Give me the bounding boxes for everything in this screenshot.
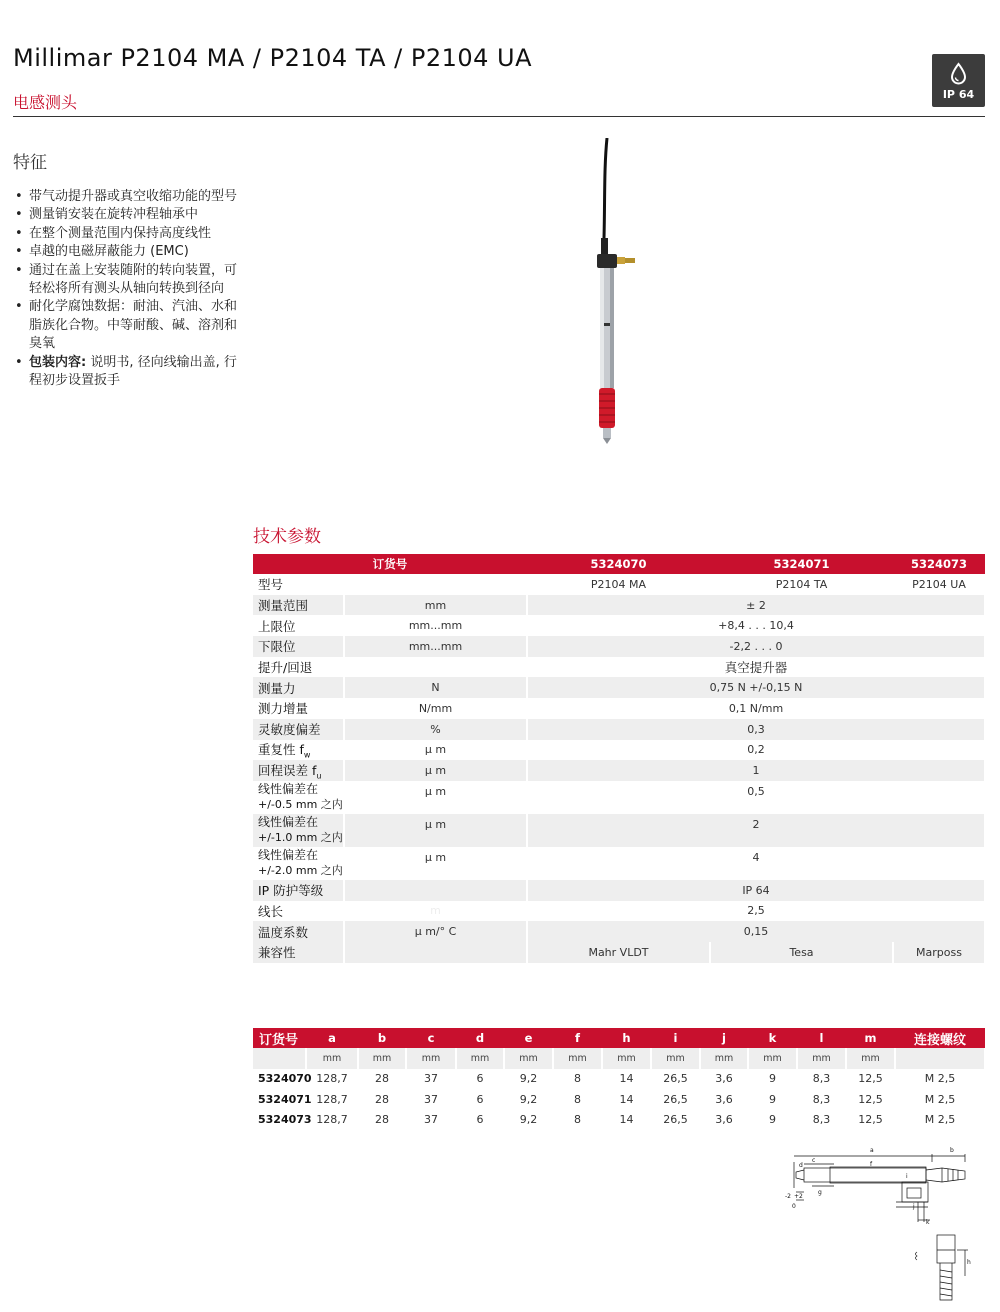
cell: 9 [769,1092,776,1106]
feature-item-package [13,354,248,391]
unit-cell: µ m [344,781,527,814]
unit-cell: N [344,677,527,698]
page-subtitle: 电感测头 [13,93,78,112]
table-row [253,657,985,678]
cell: 3,6 [715,1092,733,1106]
unit-cell: µ m [344,847,527,880]
dims-header: c [406,1028,456,1048]
value-cell: 0,15 [527,921,985,942]
table-row [253,1110,985,1131]
row-label [253,847,344,880]
unit-cell: m [344,901,527,922]
cell: P2104 MA [527,574,710,595]
unit-cell: µ m/° C [344,921,527,942]
order-code: 5324070 [258,1072,312,1086]
dims-header: k [748,1028,797,1048]
table-row [253,574,985,595]
row-label-line: 线性偏差在 [258,815,319,830]
row-label: 测量力 [253,677,344,698]
cell: Tesa [710,942,893,963]
row-label-line: 线性偏差在 [258,848,319,863]
row-label: 温度系数 [253,921,344,942]
unit-cell: µ m [344,814,527,847]
cell: 9,2 [519,1113,538,1127]
dims-header: d [456,1028,504,1048]
dims-header: m [846,1028,895,1048]
row-label-subscript: w [303,750,311,760]
cell: 37 [424,1113,438,1127]
unit-cell: % [344,719,527,740]
table-row [253,814,985,847]
drawing-label: -2 [785,1193,791,1200]
value-cell: 真空提升器 [527,657,985,678]
unit-cell: mm [456,1048,504,1069]
table-row [253,698,985,719]
row-label-text: 重复性 f [258,742,304,758]
dimensions-table [253,1028,986,1130]
value-cell: -2,2 . . . 0 [527,636,985,657]
row-label: 下限位 [253,636,344,657]
cell: 6 [476,1113,484,1127]
dims-header-row [253,1028,985,1048]
cell: 9 [769,1072,776,1086]
unit-cell: mm [504,1048,553,1069]
dims-header: e [504,1028,553,1048]
table-row [253,781,985,814]
unit-cell: mm...mm [344,615,527,636]
drawing-label: +2 [794,1193,803,1200]
value-cell: 0,5 [527,781,985,814]
unit-cell: N/mm [344,698,527,719]
unit-cell: mm [344,595,527,616]
row-label: 兼容性 [253,942,344,963]
feature-item: • 卓越的电磁屏蔽能力 (EMC) [13,243,248,261]
drawing-label: g [818,1189,822,1196]
unit-cell: mm...mm [344,636,527,657]
row-label: 线长 [253,901,344,922]
unit-cell: mm [846,1048,895,1069]
water-drop-icon [949,62,968,86]
row-label: IP 防护等级 [253,880,344,901]
cell: 128,7 [316,1072,348,1086]
feature-item: • 通过在盖上安装随附的转向装置，可轻松将所有测头从轴向转换到径向 [13,262,248,299]
cell: P2104 UA [893,574,985,595]
column-header: 5324070 [527,554,710,574]
dims-header: f [553,1028,602,1048]
cell: 14 [619,1072,634,1086]
drawing-label: h [967,1259,971,1266]
drawing-label: 0 [792,1203,796,1210]
value-cell: 4 [527,847,985,880]
value-cell: +8,4 . . . 10,4 [527,615,985,636]
dims-header: i [651,1028,700,1048]
row-label: 测力增量 [253,698,344,719]
cell: 12,5 [858,1113,883,1127]
feature-item: • 耐化学腐蚀数据：耐油、汽油、水和脂族化合物。中等耐酸、碱、溶剂和臭氧 [13,298,248,353]
row-label [253,740,344,761]
table-row [253,942,985,963]
ip-rating-badge [932,54,985,107]
cell: 26,5 [663,1092,688,1106]
cell: M 2,5 [924,1092,956,1106]
cell: 14 [619,1113,634,1127]
probe-product-image [580,138,640,448]
package-label: 包装内容: [29,354,87,370]
dims-header: b [358,1028,406,1048]
feature-item: • 带气动提升器或真空收缩功能的型号 [13,188,248,206]
value-cell: 2,5 [527,901,985,922]
package-text: 说明书, 径向线输出盖, 行程初步设置扳手 [29,354,237,389]
cell: 28 [375,1113,389,1127]
table-row [253,880,985,901]
header-divider [13,116,985,117]
dimension-drawing [782,1140,987,1310]
table-row [253,760,985,781]
unit-cell: mm [406,1048,456,1069]
table-row [253,847,985,880]
order-code: 5324073 [258,1113,312,1127]
row-label [253,814,344,847]
page-title: Millimar P2104 MA / P2104 TA / P2104 UA [13,44,533,72]
row-label [253,760,344,781]
table-row [253,921,985,942]
unit-cell: mm [602,1048,651,1069]
unit-cell: mm [651,1048,700,1069]
dims-header: l [797,1028,846,1048]
row-label: 灵敏度偏差 [253,719,344,740]
table-row [253,615,985,636]
unit-cell: µ m [344,760,527,781]
tech-params-heading: 技术参数 [253,527,321,547]
row-label-line: 线性偏差在 [258,782,319,797]
table-row [253,740,985,761]
row-label [253,781,344,814]
row-label-line: +/-1.0 mm 之内 [258,831,343,845]
cell: 8,3 [812,1092,831,1106]
tech-params-table [253,554,986,963]
dims-header: j [700,1028,748,1048]
cell: 8 [574,1092,581,1106]
value-cell: 0,3 [527,719,985,740]
order-code: 5324071 [258,1092,312,1106]
dims-header: 连接螺纹 [895,1028,985,1048]
cell: 9 [769,1113,776,1127]
cell: 8,3 [812,1072,831,1086]
row-label: 测量范围 [253,595,344,616]
drawing-label: b [950,1147,954,1154]
cell: 6 [476,1092,484,1106]
dims-header: h [602,1028,651,1048]
table-row [253,719,985,740]
ip-badge-label: IP 64 [942,88,975,101]
cell: Marposs [893,942,985,963]
cell: M 2,5 [924,1072,956,1086]
table-row [253,1089,985,1110]
unit-cell: mm [797,1048,846,1069]
cell: 26,5 [663,1072,688,1086]
row-label-text: 回程误差 f [258,762,317,778]
column-header: 5324071 [710,554,893,574]
cell: 12,5 [858,1092,883,1106]
cell: 14 [619,1092,634,1106]
table-row [253,636,985,657]
drawing-label: i [906,1173,908,1180]
table-row [253,595,985,616]
cell: 6 [476,1072,484,1086]
value-cell: 0,2 [527,740,985,761]
cell: 3,6 [715,1072,733,1086]
table-header-row [253,554,985,574]
unit-cell [344,657,527,678]
feature-item: • 在整个测量范围内保持高度线性 [13,225,248,243]
row-label: 提升/回退 [253,657,344,678]
unit-cell: µ m [344,740,527,761]
row-label-line: +/-0.5 mm 之内 [258,798,343,812]
table-row [253,677,985,698]
cell: P2104 TA [710,574,893,595]
drawing-label: a [870,1147,874,1154]
row-label: 上限位 [253,615,344,636]
feature-item: • 测量销安装在旋转冲程轴承中 [13,206,248,224]
column-header: 5324073 [893,554,985,574]
order-no-header: 订货号 [253,554,527,574]
unit-cell: mm [700,1048,748,1069]
dims-units-row [253,1048,985,1069]
drawing-label: c [812,1157,816,1164]
cell: 26,5 [663,1113,688,1127]
cell: 12,5 [858,1072,883,1086]
cell: 28 [375,1072,389,1086]
unit-cell: mm [358,1048,406,1069]
value-cell: 1 [527,760,985,781]
features-heading: 特征 [13,153,47,173]
dims-header: 订货号 [253,1028,306,1048]
drawing-label: f [870,1161,873,1168]
row-label: 型号 [253,574,344,595]
cell: 37 [424,1092,438,1106]
table-row [253,1069,985,1090]
drawing-label: d [799,1162,803,1169]
cell: Mahr VLDT [527,942,710,963]
unit-cell: mm [748,1048,797,1069]
unit-cell: mm [553,1048,602,1069]
features-list [13,188,248,390]
value-cell: 0,1 N/mm [527,698,985,719]
cell: 128,7 [316,1092,348,1106]
cell: 8 [574,1113,581,1127]
row-label-line: +/-2.0 mm 之内 [258,864,343,878]
cell: 9,2 [519,1072,538,1086]
cell: M 2,5 [924,1113,956,1127]
value-cell: 2 [527,814,985,847]
drawing-label: k [926,1219,930,1226]
value-cell: IP 64 [527,880,985,901]
cell: 37 [424,1072,438,1086]
row-label-subscript: u [316,771,322,781]
value-cell: ± 2 [527,595,985,616]
cell: 8,3 [812,1113,831,1127]
value-cell: 0,75 N +/-0,15 N [527,677,985,698]
cell: 9,2 [519,1092,538,1106]
unit-cell: mm [306,1048,358,1069]
table-row [253,901,985,922]
dims-header: a [306,1028,358,1048]
cell: 28 [375,1092,389,1106]
cell: 128,7 [316,1113,348,1127]
cell: 8 [574,1072,581,1086]
drawing-label: j [913,1203,915,1210]
cell: 3,6 [715,1113,733,1127]
